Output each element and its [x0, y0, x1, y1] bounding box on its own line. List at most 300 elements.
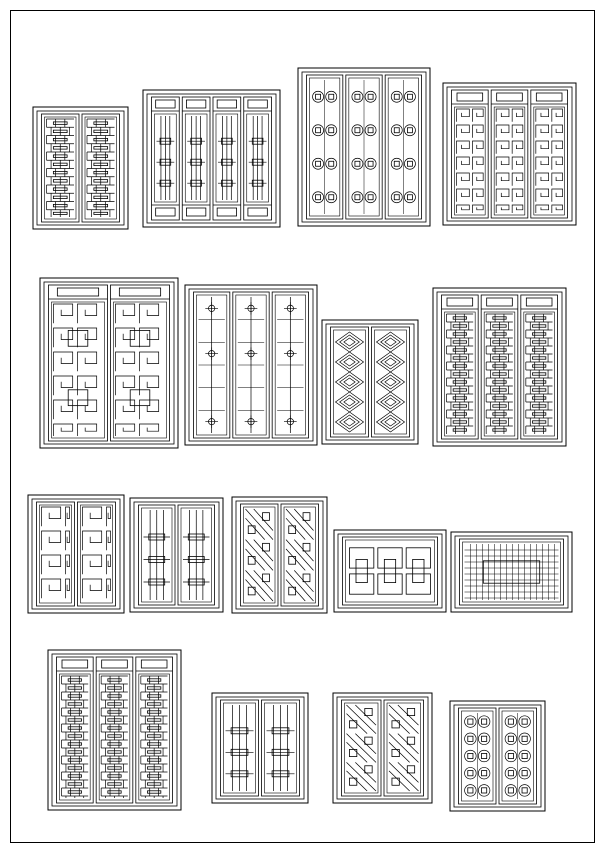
window-outer-frame: [333, 693, 432, 803]
medallion-ring: [404, 91, 415, 102]
medallion-ring: [404, 192, 415, 203]
diagonal-bar: [389, 734, 419, 763]
window-elevation: [130, 498, 223, 612]
window-leaf-frame: [343, 537, 438, 605]
key-block: [407, 737, 414, 744]
fret-motif: [54, 424, 73, 436]
medallion-core: [329, 195, 334, 200]
window-leaf-frame: [331, 327, 369, 437]
medallion-core: [482, 753, 487, 758]
medallion-ring: [519, 767, 531, 779]
medallion-ring: [465, 767, 477, 779]
interlock-ring: [378, 574, 402, 594]
fret-motif: [54, 304, 73, 323]
medallion-ring: [352, 125, 363, 136]
transom-panel: [186, 100, 205, 108]
transom-panel: [62, 660, 88, 668]
diagonal-bar: [398, 705, 419, 725]
medallion-ring: [505, 767, 517, 779]
key-block: [248, 526, 255, 534]
medallion-core: [355, 94, 360, 99]
fret-motif: [512, 141, 523, 154]
window-inner-frame: [454, 705, 541, 807]
medallion-core: [329, 161, 334, 166]
key-block: [289, 557, 296, 565]
flower-cross: [284, 302, 297, 315]
medallion-ring: [519, 733, 531, 745]
fret-motif: [496, 125, 509, 138]
fret-motif: [496, 141, 509, 154]
diamond-motif: [344, 418, 355, 426]
diagonal-bar: [389, 762, 419, 791]
diamond-motif: [385, 358, 396, 366]
medallion-ring: [465, 716, 477, 728]
diagonal-bar: [355, 705, 376, 725]
fret-motif: [83, 579, 102, 598]
medallion-core: [316, 161, 321, 166]
interlock-ring: [406, 548, 430, 568]
transom-panel: [119, 288, 160, 296]
key-block: [349, 721, 356, 728]
flower-cross: [245, 347, 258, 360]
diagonal-bar: [347, 705, 377, 734]
window-inner-frame: [338, 534, 442, 608]
window-elevation: [334, 530, 446, 612]
fret-motif: [54, 376, 73, 395]
fret-motif: [54, 400, 73, 419]
diagonal-bar: [286, 509, 314, 540]
window-outer-frame: [334, 530, 446, 612]
fret-motif: [42, 507, 61, 526]
fret-motif: [536, 141, 549, 154]
window-leaf-frame: [111, 285, 170, 441]
medallion-core: [508, 771, 513, 776]
interlock-link: [413, 559, 424, 582]
medallion-ring: [313, 192, 324, 203]
fret-motif: [83, 531, 102, 550]
fret-motif: [496, 205, 509, 213]
bottom-panel: [248, 208, 267, 216]
interlock-ring: [378, 548, 402, 568]
transom-panel: [487, 298, 513, 306]
medallion-core: [482, 736, 487, 741]
key-block: [392, 721, 399, 728]
fret-motif: [512, 173, 523, 186]
window-elevation: [450, 701, 545, 811]
fret-motif: [107, 531, 111, 550]
fret-motif: [473, 141, 484, 154]
medallion-ring: [404, 125, 415, 136]
medallion-ring: [478, 785, 490, 797]
medallion-core: [316, 195, 321, 200]
diagonal-bar: [254, 540, 273, 561]
fret-motif: [116, 304, 135, 323]
transom-panel: [102, 660, 128, 668]
key-block: [248, 557, 255, 565]
fret-motif: [552, 205, 563, 213]
key-block: [303, 574, 310, 582]
key-block: [392, 749, 399, 756]
key-block: [303, 543, 310, 551]
fret-motif: [473, 157, 484, 170]
fret-motif: [473, 125, 484, 138]
medallion-ring: [313, 91, 324, 102]
flower-cross: [284, 415, 297, 428]
window-elevation: [212, 693, 308, 803]
window-leaf-frame: [460, 539, 564, 605]
fret-motif: [66, 555, 70, 574]
diagonal-bar: [355, 762, 376, 782]
fret-motif: [140, 376, 159, 395]
medallion-ring: [505, 785, 517, 797]
lattice-field: [52, 302, 105, 438]
fret-motif: [496, 157, 509, 170]
diamond-motif: [344, 358, 355, 366]
medallion-ring: [519, 750, 531, 762]
fret-motif: [54, 328, 73, 347]
medallion-core: [368, 128, 373, 133]
fret-motif: [473, 109, 484, 122]
diagonal-bar: [347, 734, 377, 763]
medallion-core: [355, 195, 360, 200]
diagonal-bar: [286, 540, 314, 571]
window-elevation: [185, 285, 317, 445]
medallion-core: [468, 788, 473, 793]
medallion-core: [329, 128, 334, 133]
medallion-ring: [326, 192, 337, 203]
fret-motif: [116, 376, 135, 395]
transom-panel: [217, 100, 236, 108]
fret-motif: [473, 205, 484, 213]
lattice-field: [534, 107, 565, 215]
window-outer-frame: [322, 320, 418, 444]
fret-motif: [473, 173, 484, 186]
window-outer-frame: [28, 495, 124, 613]
medallion-core: [482, 771, 487, 776]
window-elevation: [48, 650, 181, 810]
medallion-ring: [365, 125, 376, 136]
fret-motif: [473, 189, 484, 202]
fret-motif: [107, 507, 111, 526]
fret-motif: [116, 352, 135, 371]
medallion-core: [368, 195, 373, 200]
key-block: [349, 778, 356, 785]
fret-motif: [66, 531, 70, 550]
fret-motif: [107, 555, 111, 574]
lattice-field: [463, 542, 561, 602]
window-outer-frame: [130, 498, 223, 612]
medallion-core: [522, 753, 527, 758]
bottom-panel: [217, 208, 236, 216]
fret-motif: [66, 579, 70, 598]
medallion-core: [394, 195, 399, 200]
medallion-core: [355, 161, 360, 166]
medallion-ring: [465, 785, 477, 797]
medallion-core: [508, 788, 513, 793]
window-elevation: [40, 278, 178, 448]
fret-motif: [42, 579, 61, 598]
medallion-core: [368, 94, 373, 99]
key-block: [303, 513, 310, 521]
medallion-ring: [326, 125, 337, 136]
diagonal-bar: [294, 540, 313, 561]
fret-motif: [552, 189, 563, 202]
fret-motif: [78, 304, 97, 323]
fret-motif: [536, 189, 549, 202]
medallion-ring: [505, 733, 517, 745]
key-block: [365, 737, 372, 744]
fret-motif: [552, 125, 563, 138]
medallion-ring: [352, 91, 363, 102]
diagonal-bar: [355, 734, 376, 754]
transom-panel: [248, 100, 267, 108]
medallion-ring: [478, 716, 490, 728]
fret-motif: [536, 205, 549, 213]
medallion-ring: [365, 192, 376, 203]
window-outer-frame: [143, 90, 280, 227]
medallion-core: [394, 161, 399, 166]
fret-motif: [66, 507, 70, 526]
medallion-ring: [505, 716, 517, 728]
lattice-field: [455, 107, 486, 215]
transom-panel: [526, 298, 552, 306]
transom-panel: [457, 93, 483, 101]
transom-panel: [447, 298, 473, 306]
fret-motif: [116, 400, 135, 419]
fret-motif: [78, 400, 97, 419]
flower-cross: [205, 302, 218, 315]
lattice-field: [40, 505, 72, 603]
diamond-motif: [344, 378, 355, 386]
medallion-ring: [391, 91, 402, 102]
diagonal-bar: [246, 509, 274, 540]
transom-panel: [156, 100, 175, 108]
fret-motif: [42, 531, 61, 550]
medallion-core: [522, 719, 527, 724]
medallion-core: [407, 161, 412, 166]
fret-panel: [68, 390, 88, 406]
medallion-ring: [326, 158, 337, 169]
medallion-core: [522, 736, 527, 741]
medallion-core: [468, 753, 473, 758]
diagonal-bar: [389, 705, 419, 734]
transom-panel: [141, 660, 167, 668]
interlock-link: [384, 559, 395, 582]
transom-panel: [536, 93, 562, 101]
interlock-ring: [406, 574, 430, 594]
medallion-ring: [404, 158, 415, 169]
key-block: [263, 543, 270, 551]
key-block: [407, 708, 414, 715]
medallion-ring: [478, 750, 490, 762]
medallion-core: [468, 736, 473, 741]
fret-motif: [512, 157, 523, 170]
window-inner-frame: [134, 502, 219, 608]
fret-motif: [552, 109, 563, 122]
fret-motif: [457, 173, 470, 186]
fret-motif: [140, 424, 159, 436]
fret-motif: [536, 173, 549, 186]
diamond-motif: [344, 398, 355, 406]
fret-motif: [78, 328, 97, 347]
diamond-motif: [385, 398, 396, 406]
window-elevation: [443, 83, 576, 225]
medallion-core: [407, 195, 412, 200]
fret-motif: [78, 376, 97, 395]
window-outer-frame: [33, 107, 128, 229]
key-block: [349, 749, 356, 756]
diamond-motif: [385, 338, 396, 346]
medallion-ring: [365, 158, 376, 169]
transom-panel: [497, 93, 523, 101]
fret-motif: [107, 579, 111, 598]
fret-motif: [496, 173, 509, 186]
diagonal-bar: [398, 734, 419, 754]
key-block: [263, 513, 270, 521]
fret-motif: [140, 304, 159, 323]
flower-cross: [205, 347, 218, 360]
lattice-field: [494, 107, 525, 215]
medallion-core: [394, 94, 399, 99]
medallion-core: [355, 128, 360, 133]
fret-motif: [140, 400, 159, 419]
diamond-motif: [385, 418, 396, 426]
fret-motif: [552, 173, 563, 186]
medallion-ring: [505, 750, 517, 762]
fret-motif: [457, 205, 470, 213]
fret-motif: [457, 109, 470, 122]
fret-motif: [457, 125, 470, 138]
window-outer-frame: [451, 532, 572, 612]
fret-motif: [42, 555, 61, 574]
medallion-ring: [478, 733, 490, 745]
fret-motif: [512, 205, 523, 213]
window-elevation: [333, 693, 432, 803]
medallion-core: [508, 719, 513, 724]
diagonal-bar: [398, 762, 419, 782]
medallion-core: [407, 94, 412, 99]
medallion-ring: [519, 716, 531, 728]
key-block: [392, 778, 399, 785]
medallion-core: [522, 788, 527, 793]
bottom-panel: [186, 208, 205, 216]
fret-motif: [512, 109, 523, 122]
medallion-core: [482, 788, 487, 793]
window-elevation: [451, 532, 572, 612]
medallion-ring: [478, 767, 490, 779]
fret-motif: [140, 328, 159, 347]
windows-layer: [28, 68, 576, 811]
window-leaf-frame: [49, 285, 108, 441]
diagonal-bar: [294, 570, 313, 591]
window-elevation: [433, 288, 566, 446]
key-block: [407, 766, 414, 773]
window-outer-frame: [40, 278, 178, 448]
bottom-panel: [156, 208, 175, 216]
fret-motif: [536, 109, 549, 122]
transom-panel: [57, 288, 98, 296]
medallion-ring: [465, 750, 477, 762]
interlock-ring: [350, 574, 374, 594]
window-inner-frame: [44, 282, 174, 444]
medallion-ring: [519, 785, 531, 797]
fret-motif: [512, 125, 523, 138]
fret-motif: [78, 424, 97, 436]
fret-motif: [512, 189, 523, 202]
window-elevation: [232, 497, 327, 613]
key-block: [365, 766, 372, 773]
medallion-core: [482, 719, 487, 724]
medallion-core: [522, 771, 527, 776]
fret-motif: [457, 157, 470, 170]
lattice-field: [346, 540, 435, 602]
medallion-core: [316, 94, 321, 99]
window-inner-frame: [455, 536, 568, 608]
medallion-ring: [352, 192, 363, 203]
diamond-motif: [385, 378, 396, 386]
key-block: [289, 526, 296, 534]
fret-motif: [54, 352, 73, 371]
key-block: [263, 574, 270, 582]
key-block: [289, 587, 296, 595]
fret-panel: [130, 390, 150, 406]
fret-motif: [116, 424, 135, 436]
medallion-ring: [352, 158, 363, 169]
medallion-ring: [313, 158, 324, 169]
fret-motif: [496, 109, 509, 122]
interlock-ring: [350, 548, 374, 568]
diamond-motif: [344, 338, 355, 346]
diagonal-bar: [286, 570, 314, 601]
fret-motif: [140, 352, 159, 371]
window-elevation: [143, 90, 280, 227]
diagonal-bar: [294, 509, 313, 530]
medallion-ring: [326, 91, 337, 102]
key-block: [248, 587, 255, 595]
window-outer-frame: [232, 497, 327, 613]
window-inner-frame: [37, 111, 124, 225]
medallion-ring: [365, 91, 376, 102]
fret-motif: [536, 157, 549, 170]
fret-motif: [83, 507, 102, 526]
key-block: [365, 708, 372, 715]
window-elevation: [28, 495, 124, 613]
window-elevation: [298, 68, 430, 226]
diagonal-bar: [254, 570, 273, 591]
interlock-link: [356, 559, 367, 582]
diagonal-bar: [246, 540, 274, 571]
flower-cross: [205, 415, 218, 428]
fret-motif: [552, 157, 563, 170]
medallion-core: [329, 94, 334, 99]
medallion-core: [394, 128, 399, 133]
flower-cross: [245, 415, 258, 428]
medallion-ring: [391, 192, 402, 203]
window-elevation: [322, 320, 418, 444]
medallion-core: [508, 736, 513, 741]
medallion-core: [468, 771, 473, 776]
diagonal-bar: [254, 509, 273, 530]
fret-motif: [83, 555, 102, 574]
fret-motif: [457, 189, 470, 202]
medallion-ring: [391, 125, 402, 136]
fret-motif: [536, 125, 549, 138]
window-leaf-frame: [372, 327, 410, 437]
medallion-core: [468, 719, 473, 724]
medallion-ring: [465, 733, 477, 745]
medallion-core: [368, 161, 373, 166]
medallion-core: [316, 128, 321, 133]
